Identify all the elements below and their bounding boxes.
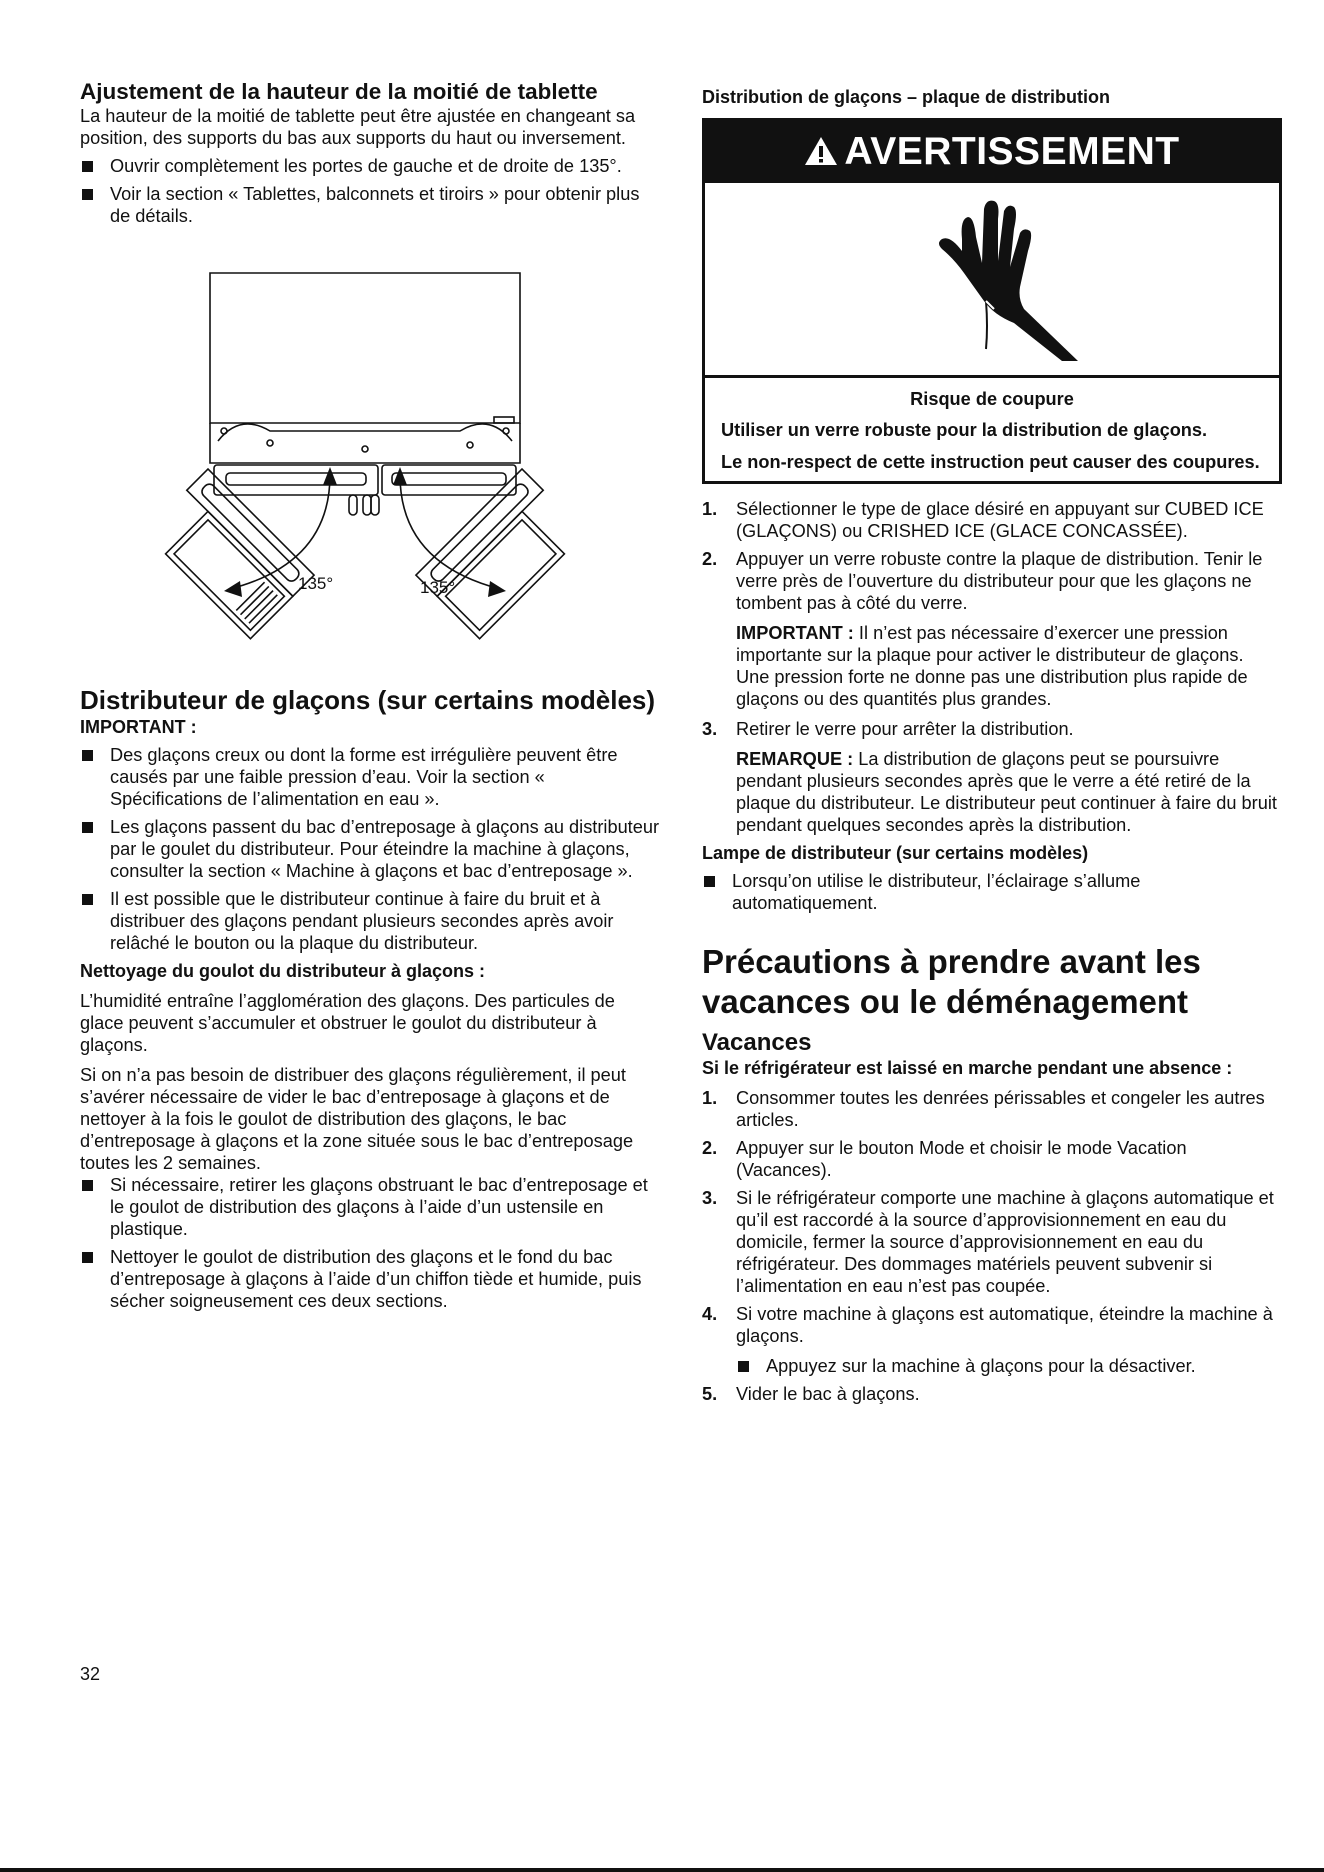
warning-risk: Risque de coupure [910, 389, 1074, 409]
step-number: 1. [702, 499, 718, 519]
vacation-step [702, 1137, 1278, 1181]
step-number: 3. [702, 1188, 718, 1208]
bullet-item: Ouvrir complètement les portes de gauche et de droite de 135°. [80, 155, 662, 177]
sub-bullet-item: Appuyez sur la machine à glaçons pour la désactiver. [736, 1355, 1278, 1377]
bullet-item: Il est possible que le distributeur continue à faire du bruit et à distribuer des glaçons pendant plusieurs secondes après avoir relâché le bouton ou la plaque du distributeur. [80, 888, 662, 954]
warning-triangle-icon [804, 136, 838, 166]
step-number: 3. [702, 719, 718, 739]
step-note [736, 748, 1278, 836]
angle-label-left: 135° [298, 574, 334, 593]
step-number: 5. [702, 1384, 718, 1404]
step-number: 4. [702, 1304, 718, 1324]
note-label: IMPORTANT : [736, 623, 854, 643]
bullet-item: Des glaçons creux ou dont la forme est irrégulière peuvent être causés par une faible pression d’eau. Voir la section « Spécifications de l’alimentation en eau ». [80, 744, 662, 810]
lamp-title: Lampe de distributeur (sur certains modèles) [702, 843, 1089, 863]
step-number: 2. [702, 549, 718, 569]
step-text: Sélectionner le type de glace désiré en appuyant sur CUBED ICE (GLAÇONS) ou CRISHED ICE (GLACE CONCASSÉE). [736, 499, 1264, 541]
warning-box [702, 118, 1282, 484]
step-number: 2. [702, 1138, 718, 1158]
section-title-ice-dispenser: Distributeur de glaçons (sur certains modèles) [80, 685, 656, 715]
precautions-title: Précautions à prendre avant les vacances ou le déménagement [702, 943, 1201, 1020]
fridge-doors-diagram [80, 263, 662, 663]
step-text: Si le réfrigérateur comporte une machine à glaçons automatique et qu’il est raccordé à la source d’approvisionnement en eau du domicile, fermer la source d’approvisionnement en eau du réfrigérateur. Des dommages matériels peuvent subvenir si l’alimentation en eau n’est pas coupée. [736, 1188, 1274, 1296]
step-item [702, 718, 1278, 836]
vacation-step [702, 1383, 1278, 1405]
angle-label-right: 135° [420, 578, 456, 597]
vacation-step [702, 1087, 1278, 1131]
cleaning-paragraph-2: Si on n’a pas besoin de distribuer des glaçons régulièrement, il peut s’avérer nécessaire de vider le bac d’entreposage à glaçons et de nettoyer à la fois le goulot de distribution des glaçons, le bac d’entreposage à glaçons et la zone située sous le bac d’entreposage toutes les 2 semaines. [80, 1065, 634, 1173]
shelf-intro: La hauteur de la moitié de tablette peut être ajustée en changeant sa position, des supports du bas aux supports du haut ou inversement. [80, 106, 636, 148]
cleaning-paragraph-1: L’humidité entraîne l’agglomération des glaçons. Des particules de glace peuvent s’accumuler et obstruer le goulot du distributeur à glaçons. [80, 991, 615, 1055]
left-column [80, 78, 662, 1312]
step-text: Si votre machine à glaçons est automatique, éteindre la machine à glaçons. [736, 1304, 1273, 1346]
bullet-item: Les glaçons passent du bac d’entreposage à glaçons au distributeur par le goulet du distributeur. Pour éteindre la machine à glaçons, consulter la section « Machine à glaçons et bac d’entreposage ». [80, 816, 662, 882]
important-label: IMPORTANT : [80, 717, 197, 737]
bullet-item: Si nécessaire, retirer les glaçons obstruant le bac d’entreposage et le goulot de distribution des glaçons à l’aide d’un ustensile en plastique. [80, 1174, 662, 1240]
bullet-item: Voir la section « Tablettes, balconnets et tiroirs » pour obtenir plus de détails. [80, 183, 662, 227]
step-text: Vider le bac à glaçons. [736, 1384, 920, 1404]
step-text: Appuyer un verre robuste contre la plaque de distribution. Tenir le verre près de l’ouverture du distributeur pour que les glaçons ne tombent pas à côté du verre. [736, 549, 1263, 613]
warning-line-1: Utiliser un verre robuste pour la distribution de glaçons. [721, 420, 1208, 440]
page-number: 32 [80, 1664, 101, 1684]
warning-header [705, 121, 1279, 183]
cut-hand-icon [902, 189, 1082, 369]
right-column [702, 86, 1278, 1405]
note-text: La distribution de glaçons peut se poursuivre pendant plusieurs secondes après que le verre a été retiré de la plaque du distributeur. Le distributeur peut continuer à faire du bruit pendant quelques secondes après la distribution. [736, 749, 1277, 835]
step-item [702, 498, 1278, 542]
vacances-subtitle: Si le réfrigérateur est laissé en marche pendant une absence : [702, 1058, 1233, 1078]
note-label: REMARQUE : [736, 749, 854, 769]
warning-header-text: AVERTISSEMENT [844, 130, 1180, 173]
warning-body [705, 378, 1279, 481]
warning-pictogram [705, 183, 1279, 378]
note-text: Il n’est pas nécessaire d’exercer une pression importante sur la plaque pour activer le distributeur de glaçons. Une pression forte ne donne pas une distribution plus rapide de glaçons ou des quantités plus grandes. [736, 623, 1248, 709]
step-text: Consommer toutes les denrées périssables et congeler les autres articles. [736, 1088, 1265, 1130]
vacances-title: Vacances [702, 1029, 812, 1056]
bottom-rule [0, 1868, 1324, 1872]
step-number: 1. [702, 1088, 718, 1108]
cleaning-title: Nettoyage du goulot du distributeur à glaçons : [80, 961, 486, 981]
step-text: Retirer le verre pour arrêter la distribution. [736, 719, 1074, 739]
step-item [702, 548, 1278, 710]
bullet-item: Nettoyer le goulot de distribution des glaçons et le fond du bac d’entreposage à glaçons à l’aide d’un chiffon tiède et humide, puis sécher soigneusement ces deux sections. [80, 1246, 662, 1312]
step-note [736, 622, 1278, 710]
warning-line-2: Le non-respect de cette instruction peut causer des coupures. [721, 452, 1260, 472]
vacation-step [702, 1303, 1278, 1377]
bullet-item: Lorsqu’on utilise le distributeur, l’éclairage s’allume automatiquement. [702, 870, 1278, 914]
step-text: Appuyer sur le bouton Mode et choisir le mode Vacation (Vacances). [736, 1138, 1187, 1180]
dispensing-title: Distribution de glaçons – plaque de distribution [702, 87, 1111, 107]
section-title-shelf: Ajustement de la hauteur de la moitié de tablette [80, 79, 598, 104]
vacation-step [702, 1187, 1278, 1297]
